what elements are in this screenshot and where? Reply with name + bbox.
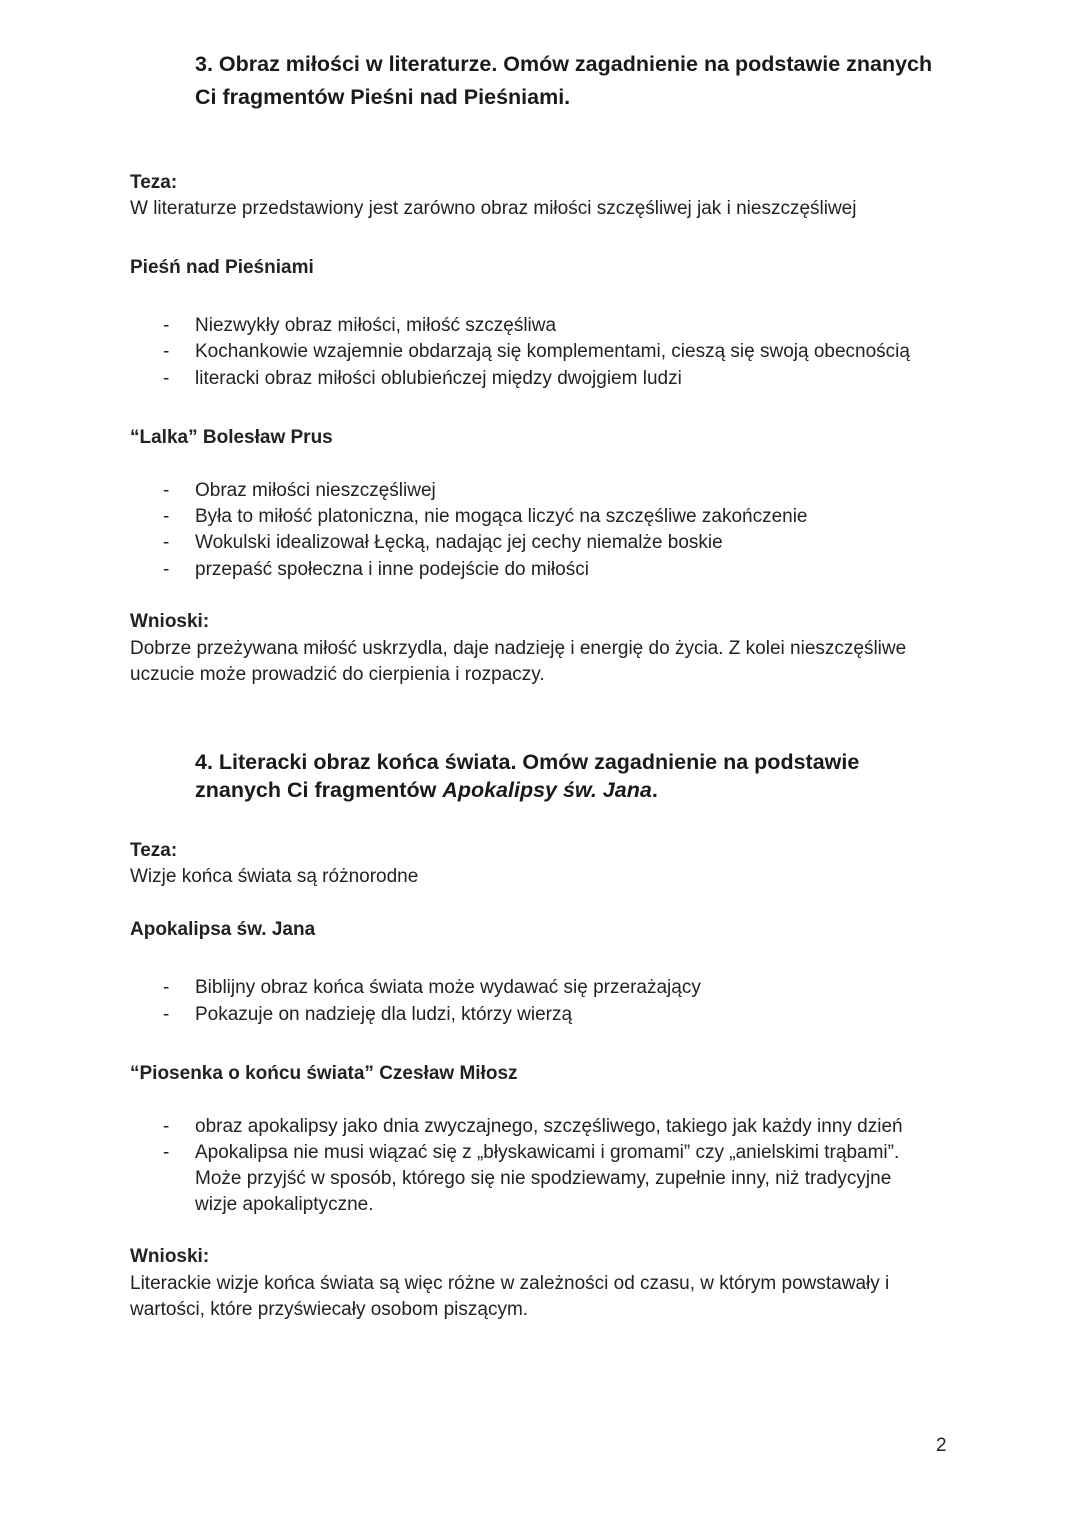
work-title: Pieśń nad Pieśniami: [130, 257, 314, 278]
bullet-item-continuation: Może przyjść w sposób, którego się nie spodziewamy, zupełnie inny, niż tradycyjne: [195, 1168, 892, 1189]
title-italic: Apokalipsy św. Jana: [442, 778, 652, 802]
conclusions-text: Dobrze przeżywana miłość uskrzydla, daje nadzieję i energię do życia. Z kolei nieszczęśliwe: [130, 638, 907, 659]
bullet-item: przepaść społeczna i inne podejście do miłości: [195, 559, 589, 580]
bullet-item: Niezwykły obraz miłości, miłość szczęśliwa: [195, 315, 557, 336]
bullet-dash: -: [163, 315, 170, 336]
bullet-dash: -: [163, 532, 170, 553]
work-title: “Lalka” Bolesław Prus: [130, 427, 333, 448]
bullet-dash: -: [163, 506, 170, 527]
bullet-item-continuation: wizje apokaliptyczne.: [195, 1194, 374, 1215]
bullet-dash: -: [163, 341, 170, 362]
title-period: .: [651, 778, 658, 802]
bullet-dash: -: [163, 1142, 170, 1163]
bullet-dash: -: [163, 368, 170, 389]
bullet-item: Apokalipsa nie musi wiązać się z „błyskawicami i gromami” czy „anielskimi trąbami”.: [195, 1142, 900, 1163]
thesis-label: Teza:: [130, 840, 178, 861]
section-3-title-line-1: 3. Obraz miłości w literaturze. Omów zagadnienie na podstawie znanych: [195, 52, 933, 76]
bullet-item: Wokulski idealizował Łęcką, nadając jej cechy niemalże boskie: [195, 532, 723, 553]
conclusions-label: Wnioski:: [130, 611, 210, 632]
page-number: 2: [936, 1435, 947, 1456]
bullet-item: obraz apokalipsy jako dnia zwyczajnego, szczęśliwego, takiego jak każdy inny dzień: [195, 1116, 903, 1137]
bullet-item: Biblijny obraz końca świata może wydawać się przerażający: [195, 977, 701, 998]
bullet-dash: -: [163, 559, 170, 580]
bullet-item: Była to miłość platoniczna, nie mogąca liczyć na szczęśliwe zakończenie: [195, 506, 808, 527]
conclusions-text: uczucie może prowadzić do cierpienia i rozpaczy.: [130, 664, 545, 685]
work-title: Apokalipsa św. Jana: [130, 919, 316, 940]
title-text: znanych Ci fragmentów: [195, 778, 443, 802]
bullet-item: Obraz miłości nieszczęśliwej: [195, 480, 436, 501]
work-title: “Piosenka o końcu świata” Czesław Miłosz: [130, 1063, 518, 1084]
conclusions-text: wartości, które przyświecały osobom piszącym.: [130, 1299, 529, 1320]
bullet-item: literacki obraz miłości oblubieńczej między dwojgiem ludzi: [195, 368, 682, 389]
thesis-text: Wizje końca świata są różnorodne: [130, 866, 419, 887]
bullet-item: Pokazuje on nadzieję dla ludzi, którzy wierzą: [195, 1004, 573, 1025]
bullet-item: Kochankowie wzajemnie obdarzają się komplementami, cieszą się swoją obecnością: [195, 341, 910, 362]
bullet-dash: -: [163, 1116, 170, 1137]
conclusions-label: Wnioski:: [130, 1246, 210, 1267]
bullet-dash: -: [163, 977, 170, 998]
bullet-dash: -: [163, 1004, 170, 1025]
thesis-label: Teza:: [130, 172, 178, 193]
section-3-title-line-2: Ci fragmentów Pieśni nad Pieśniami.: [195, 85, 571, 109]
conclusions-text: Literackie wizje końca świata są więc różne w zależności od czasu, w którym powstawały i: [130, 1273, 890, 1294]
thesis-text: W literaturze przedstawiony jest zarówno obraz miłości szczęśliwej jak i nieszczęśliwej: [130, 198, 857, 219]
section-4-title-line-1: 4. Literacki obraz końca świata. Omów zagadnienie na podstawie: [195, 750, 860, 774]
section-4-title-line-2: [195, 776, 658, 804]
bullet-dash: -: [163, 480, 170, 501]
